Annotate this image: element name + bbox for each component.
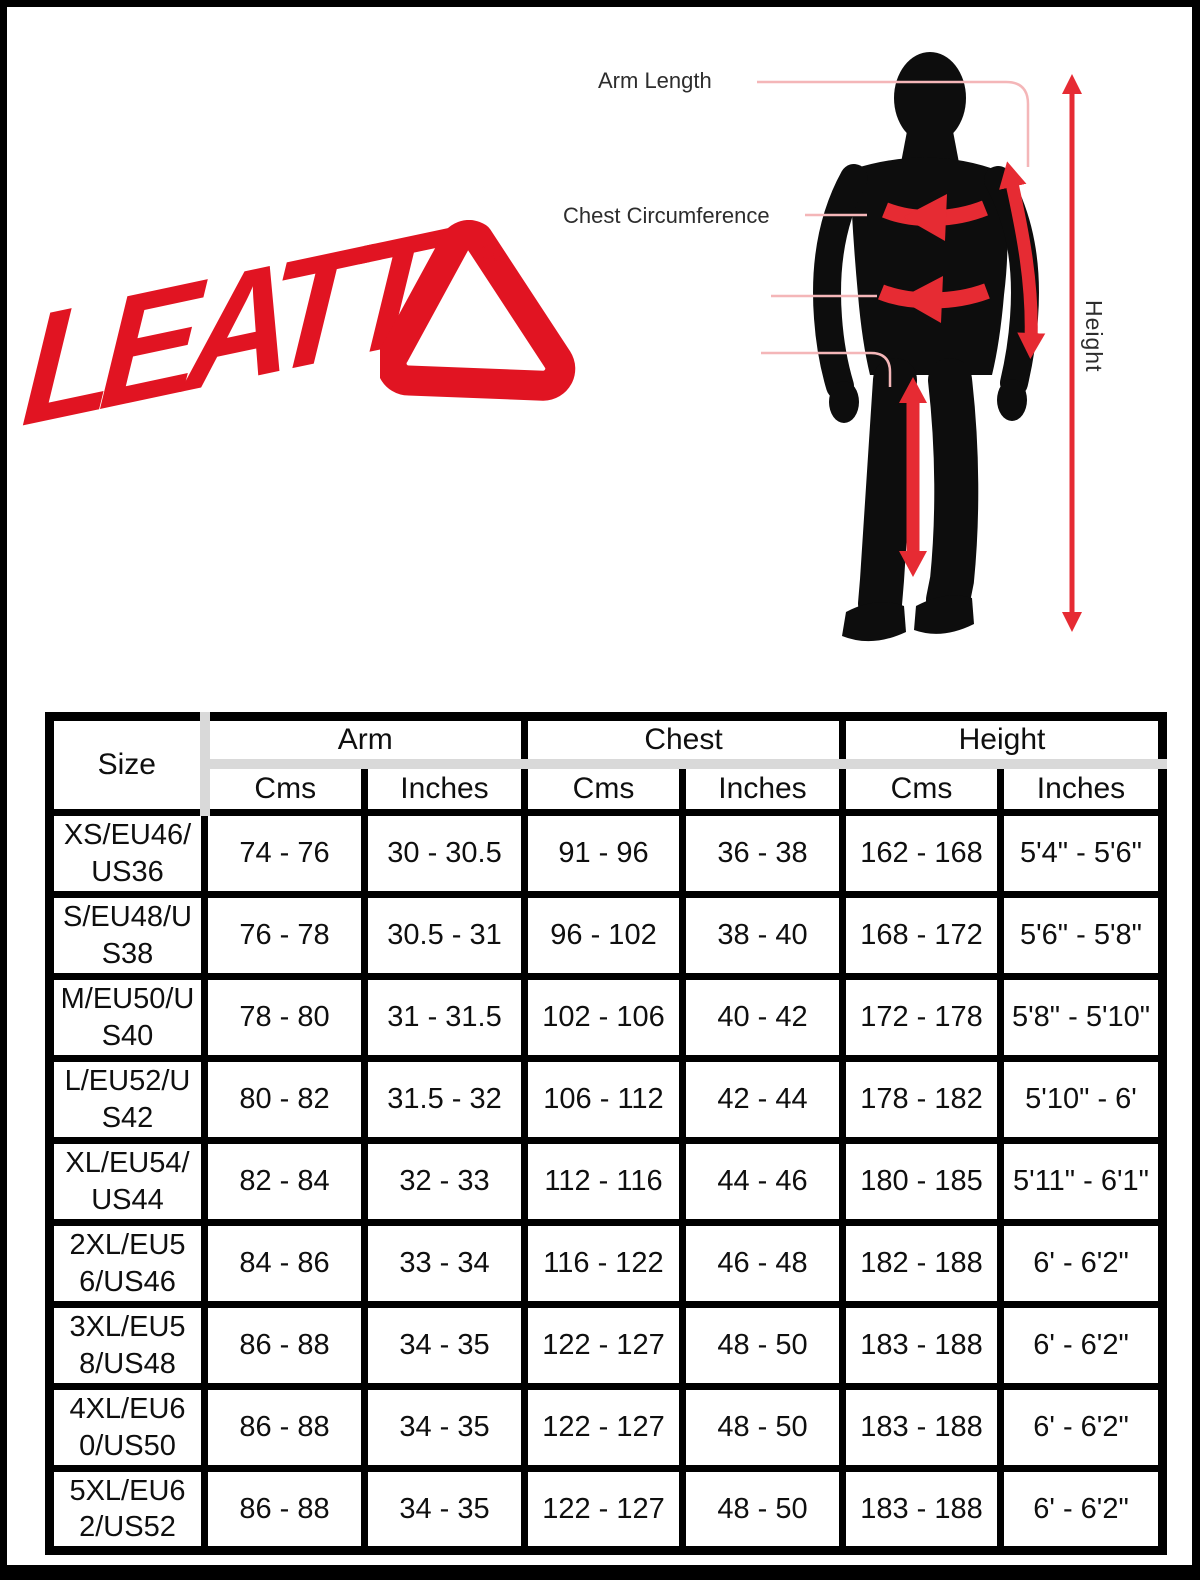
height-cms-header: Cms: [843, 764, 1001, 813]
height-inches-cell: 5'11" - 6'1": [1001, 1141, 1163, 1223]
height-label: Height: [1081, 300, 1107, 373]
arm-inches-cell: 30.5 - 31: [365, 895, 525, 977]
arm-cms-cell: 78 - 80: [205, 977, 365, 1059]
height-inches-cell: 5'8" - 5'10": [1001, 977, 1163, 1059]
registered-trademark-icon: ®: [480, 238, 501, 269]
arm-inches-cell: 31.5 - 32: [365, 1059, 525, 1141]
body-measurement-diagram: [555, 45, 1185, 665]
chest-inches-cell: 46 - 48: [683, 1223, 843, 1305]
chest-circumference-label: Chest Circumference: [563, 203, 770, 228]
size-cell: 2XL/EU56/US46: [50, 1223, 205, 1305]
size-cell: XS/EU46/US36: [50, 813, 205, 895]
chest-cms-cell: 102 - 106: [525, 977, 683, 1059]
table-sub-header-row: [50, 764, 1163, 813]
arm-group-header: Arm: [205, 717, 525, 764]
height-cms-cell: 162 - 168: [843, 813, 1001, 895]
chest-inches-cell: 40 - 42: [683, 977, 843, 1059]
table-row: [50, 1223, 1163, 1305]
arm-inches-cell: 33 - 34: [365, 1223, 525, 1305]
chest-cms-cell: 112 - 116: [525, 1141, 683, 1223]
height-inches-header: Inches: [1001, 764, 1163, 813]
chest-inches-cell: 42 - 44: [683, 1059, 843, 1141]
arm-inches-cell: 32 - 33: [365, 1141, 525, 1223]
table-row: [50, 1469, 1163, 1551]
chest-cms-cell: 122 - 127: [525, 1305, 683, 1387]
height-group-header: Height: [843, 717, 1163, 764]
chest-cms-cell: 122 - 127: [525, 1387, 683, 1469]
table-row: [50, 813, 1163, 895]
arm-inches-cell: 34 - 35: [365, 1469, 525, 1551]
chest-inches-cell: 44 - 46: [683, 1141, 843, 1223]
arm-inches-cell: 34 - 35: [365, 1387, 525, 1469]
arm-cms-header: Cms: [205, 764, 365, 813]
arm-length-label: Arm Length: [598, 68, 712, 93]
size-cell: L/EU52/US42: [50, 1059, 205, 1141]
chest-inches-cell: 48 - 50: [683, 1305, 843, 1387]
arm-cms-cell: 86 - 88: [205, 1387, 365, 1469]
arm-cms-cell: 80 - 82: [205, 1059, 365, 1141]
height-inches-cell: 5'10" - 6': [1001, 1059, 1163, 1141]
chest-cms-cell: 96 - 102: [525, 895, 683, 977]
size-cell: M/EU50/US40: [50, 977, 205, 1059]
chest-inches-cell: 38 - 40: [683, 895, 843, 977]
arm-inches-cell: 34 - 35: [365, 1305, 525, 1387]
arm-cms-cell: 86 - 88: [205, 1305, 365, 1387]
height-cms-cell: 178 - 182: [843, 1059, 1001, 1141]
table-group-header-row: [50, 717, 1163, 764]
arm-inches-cell: 31 - 31.5: [365, 977, 525, 1059]
arm-inches-cell: 30 - 30.5: [365, 813, 525, 895]
size-cell: 3XL/EU58/US48: [50, 1305, 205, 1387]
height-inches-cell: 6' - 6'2": [1001, 1469, 1163, 1551]
chest-cms-cell: 106 - 112: [525, 1059, 683, 1141]
arm-cms-cell: 82 - 84: [205, 1141, 365, 1223]
arm-inches-header: Inches: [365, 764, 525, 813]
height-cms-cell: 168 - 172: [843, 895, 1001, 977]
logo-wordmark: LEATT: [17, 198, 430, 461]
size-cell: XL/EU54/US44: [50, 1141, 205, 1223]
size-column-header: Size: [50, 717, 205, 813]
chest-inches-cell: 36 - 38: [683, 813, 843, 895]
chest-cms-cell: 122 - 127: [525, 1469, 683, 1551]
height-inches-cell: 5'6" - 5'8": [1001, 895, 1163, 977]
height-cms-cell: 183 - 188: [843, 1305, 1001, 1387]
size-table: [45, 712, 1167, 1555]
table-row: [50, 1305, 1163, 1387]
chest-cms-cell: 116 - 122: [525, 1223, 683, 1305]
chest-cms-cell: 91 - 96: [525, 813, 683, 895]
arm-cms-cell: 74 - 76: [205, 813, 365, 895]
height-cms-cell: 183 - 188: [843, 1469, 1001, 1551]
height-inches-cell: 5'4" - 5'6": [1001, 813, 1163, 895]
arm-cms-cell: 86 - 88: [205, 1469, 365, 1551]
table-row: [50, 977, 1163, 1059]
size-cell: S/EU48/US38: [50, 895, 205, 977]
height-inches-cell: 6' - 6'2": [1001, 1223, 1163, 1305]
height-cms-cell: 182 - 188: [843, 1223, 1001, 1305]
table-row: [50, 1387, 1163, 1469]
height-inches-cell: 6' - 6'2": [1001, 1387, 1163, 1469]
size-cell: 4XL/EU60/US50: [50, 1387, 205, 1469]
chest-inches-cell: 48 - 50: [683, 1469, 843, 1551]
size-cell: 5XL/EU62/US52: [50, 1469, 205, 1551]
chest-inches-cell: 48 - 50: [683, 1387, 843, 1469]
height-inches-cell: 6' - 6'2": [1001, 1305, 1163, 1387]
arm-cms-cell: 84 - 86: [205, 1223, 365, 1305]
table-row: [50, 1059, 1163, 1141]
body-silhouette-icon: [827, 52, 1027, 641]
chest-inches-header: Inches: [683, 764, 843, 813]
height-cms-cell: 183 - 188: [843, 1387, 1001, 1469]
height-cms-cell: 172 - 178: [843, 977, 1001, 1059]
table-row: [50, 895, 1163, 977]
height-cms-cell: 180 - 185: [843, 1141, 1001, 1223]
table-row: [50, 1141, 1163, 1223]
arm-cms-cell: 76 - 78: [205, 895, 365, 977]
leatt-logo: [17, 198, 588, 508]
chest-cms-header: Cms: [525, 764, 683, 813]
chest-group-header: Chest: [525, 717, 843, 764]
